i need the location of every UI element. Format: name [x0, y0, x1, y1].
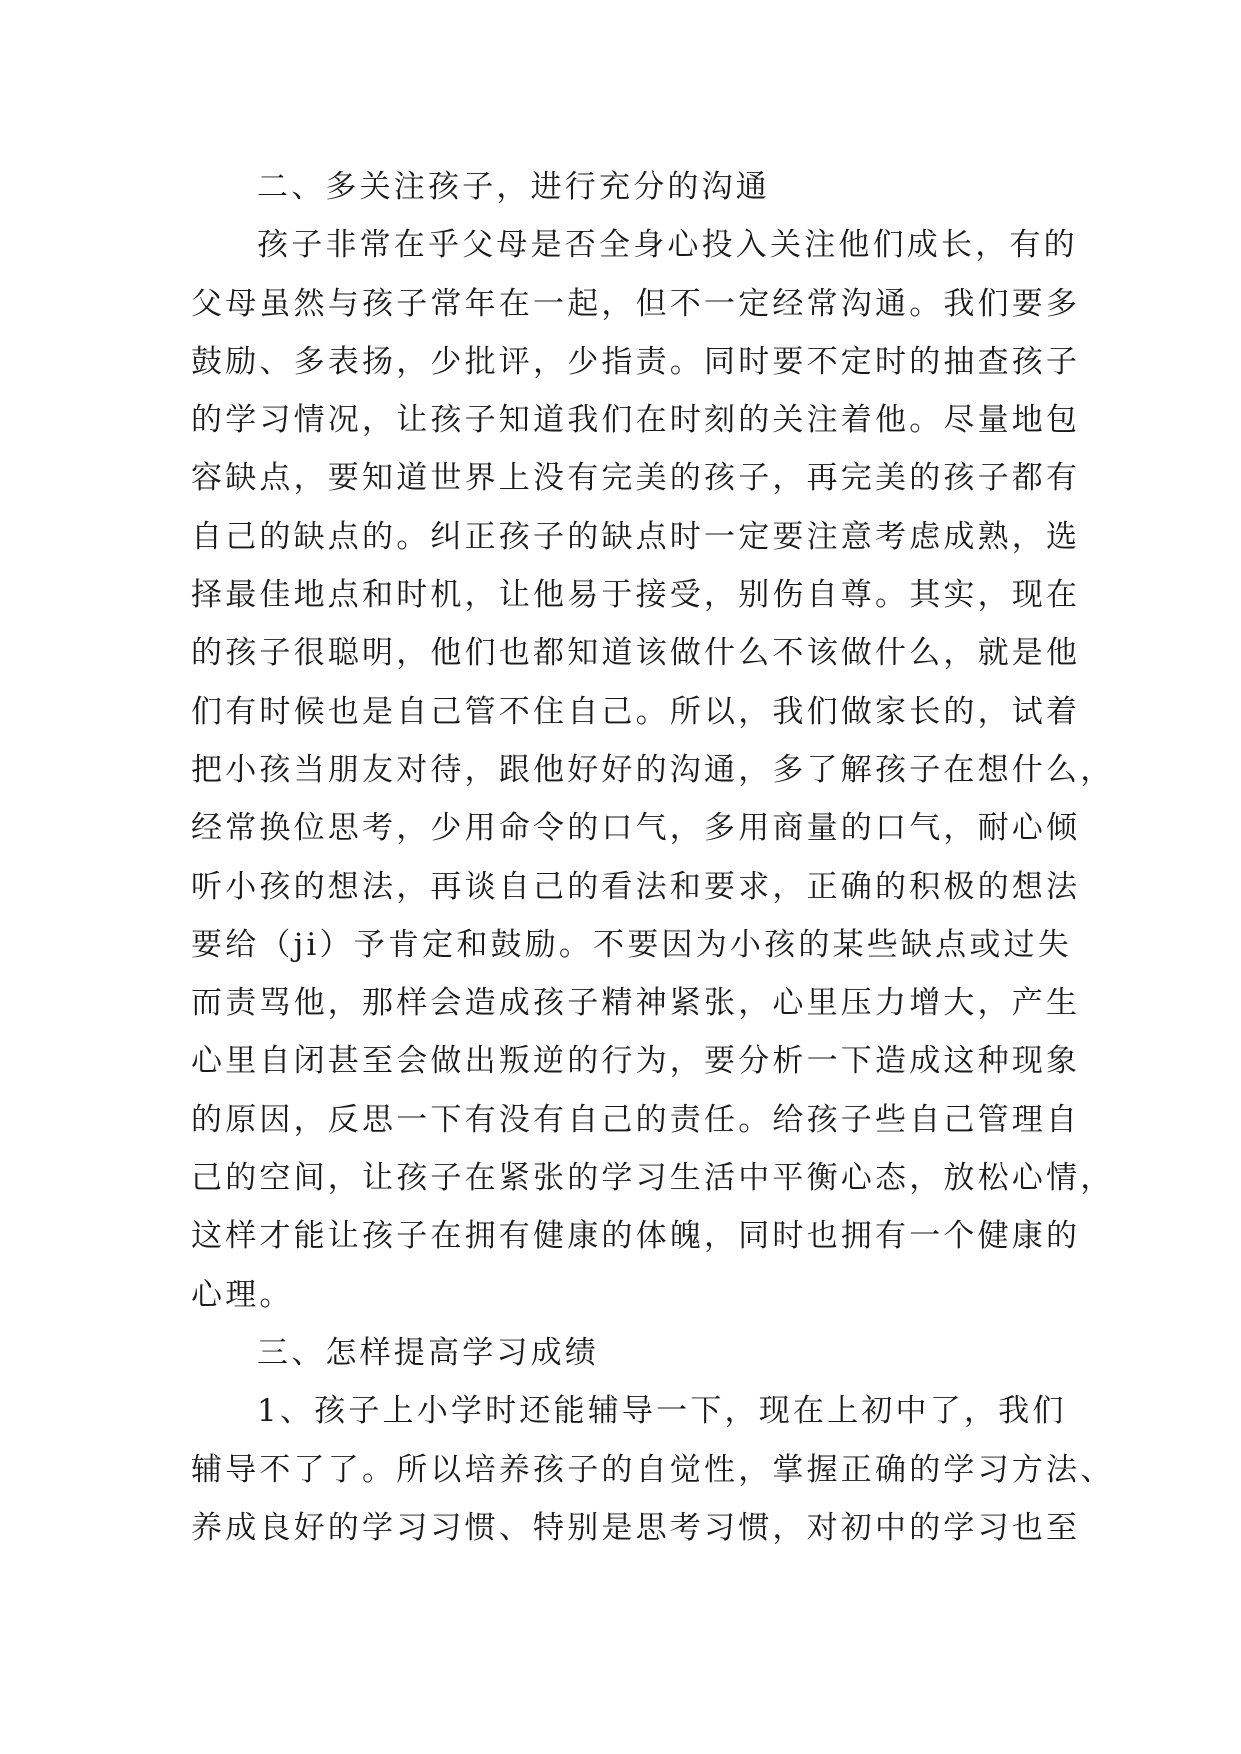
- paragraph-line: 鼓励、多表扬，少批评，少指责。同时要不定时的抽查孩子: [191, 343, 1081, 380]
- paragraph-line: 心里自闭甚至会做出叛逆的行为，要分析一下造成这种现象: [191, 1043, 1081, 1080]
- paragraph-line: 心理。: [191, 1276, 294, 1313]
- paragraph-line: 而责骂他，那样会造成孩子精神紧张，心里压力增大，产生: [191, 985, 1081, 1022]
- paragraph-line: 要给（ji）予肯定和鼓励。不要因为小孩的某些缺点或过失: [191, 926, 1072, 963]
- paragraph-line: 择最佳地点和时机，让他易于接受，别伤自尊。其实，现在: [191, 577, 1081, 614]
- paragraph-line: 把小孩当朋友对待，跟他好好的沟通，多了解孩子在想什么，: [191, 751, 1115, 788]
- paragraph-line: 的原因，反思一下有没有自己的责任。给孩子些自己管理自: [191, 1101, 1081, 1138]
- paragraph-line: 的学习情况，让孩子知道我们在时刻的关注着他。尽量地包: [191, 402, 1081, 439]
- document-body: [191, 158, 1115, 1557]
- paragraph-line: 孩子非常在乎父母是否全身心投入关注他们成长，有的: [257, 227, 1078, 264]
- paragraph-line: 容缺点，要知道世界上没有完美的孩子，再完美的孩子都有: [191, 460, 1081, 497]
- paragraph-line: 这样才能让孩子在拥有健康的体魄，同时也拥有一个健康的: [191, 1218, 1081, 1255]
- paragraph-line: 自己的缺点的。纠正孩子的缺点时一定要注意考虑成熟，选: [191, 518, 1081, 555]
- paragraph-line: 们有时候也是自己管不住自己。所以，我们做家长的，试着: [191, 693, 1081, 730]
- paragraph-line: 经常换位思考，少用命令的口气，多用商量的口气，耐心倾: [191, 810, 1081, 847]
- paragraph-line: 养成良好的学习习惯、特别是思考习惯，对初中的学习也至: [191, 1509, 1081, 1546]
- paragraph-line: 的孩子很聪明，他们也都知道该做什么不该做什么，就是他: [191, 635, 1081, 672]
- paragraph-line: 己的空间，让孩子在紧张的学习生活中平衡心态，放松心情，: [191, 1160, 1115, 1197]
- paragraph-line: 辅导不了了。所以培养孩子的自觉性，掌握正确的学习方法、: [191, 1451, 1115, 1488]
- paragraph-line: 1、孩子上小学时还能辅导一下，现在上初中了，我们: [257, 1393, 1067, 1430]
- paragraph-line: 父母虽然与孩子常年在一起，但不一定经常沟通。我们要多: [191, 285, 1081, 322]
- section-heading: 三、怎样提高学习成绩: [257, 1334, 599, 1371]
- section-heading: 二、多关注孩子，进行充分的沟通: [257, 169, 770, 205]
- paragraph-line: 听小孩的想法，再谈自己的看法和要求，正确的积极的想法: [191, 868, 1081, 905]
